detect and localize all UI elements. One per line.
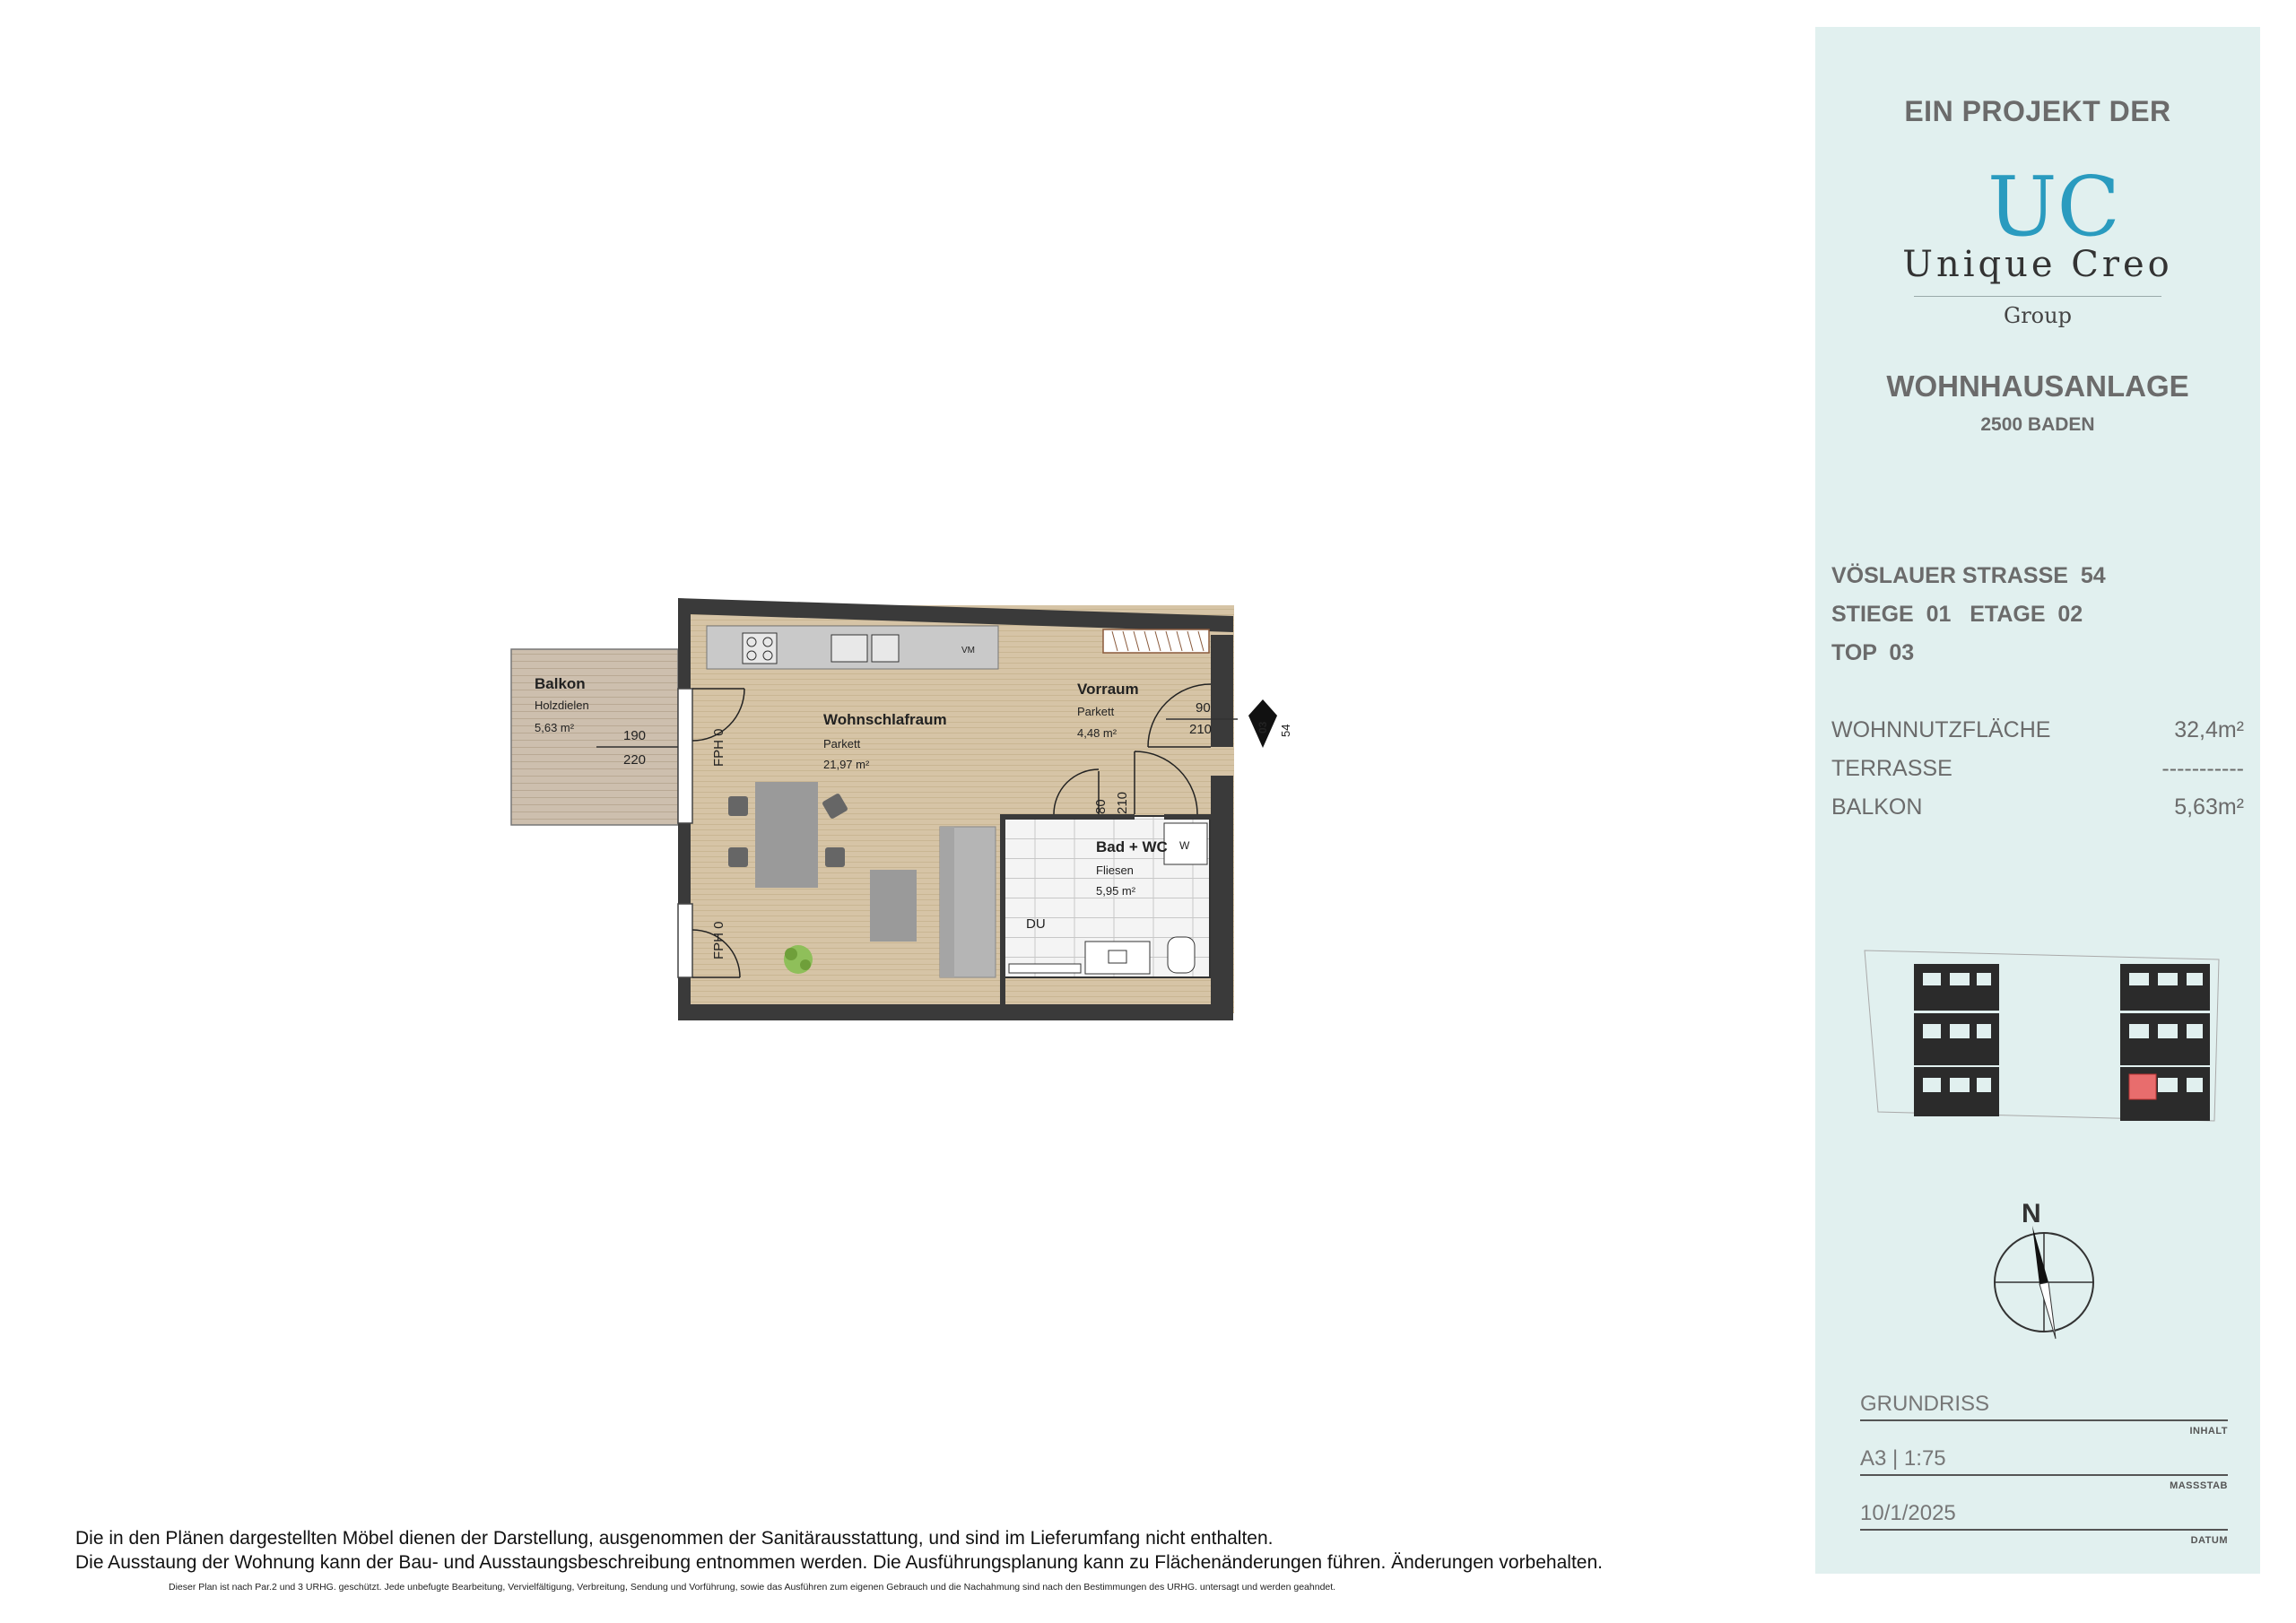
fph-label-1: FPH 0 <box>711 728 726 767</box>
meta-content <box>1860 1392 2228 1436</box>
compass-north-label: N <box>2022 1199 2041 1228</box>
meta-content-caption: INHALT <box>2189 1426 2228 1436</box>
copyright-notice: Dieser Plan ist nach Par.2 und 3 URHG. geschützt. Jede unbefugte Bearbeitung, Vervielfältigung, Verbreitung, Sendung und Vorführung, sowie das Ausführen zum eigenen Gebrauch und die Nachahmung sind nach den Bestimmungen des URHG. untersagt und werden geahndet. <box>169 1582 1336 1593</box>
area-label: WOHNNUTZFLÄCHE <box>1831 717 2051 742</box>
site-plan-drawing <box>1860 942 2228 1139</box>
disclaimer-notes <box>75 1526 1779 1575</box>
shower-label: DU <box>1026 916 1046 932</box>
area-row-wohnnutzflaeche <box>1831 717 2244 743</box>
kitchen-counter <box>707 626 998 669</box>
meta-date <box>1860 1501 2228 1546</box>
bad-area: 5,95 m² <box>1096 884 1136 898</box>
bath-door-width: 80 <box>1093 799 1109 814</box>
brand-name: Unique Creo <box>1902 244 2173 285</box>
meta-content-value: GRUNDRISS <box>1860 1392 2228 1421</box>
area-label: BALKON <box>1831 794 1923 820</box>
balcony-door-width: 190 <box>623 728 647 743</box>
brand-divider <box>1914 296 2161 297</box>
vorraum-name: Vorraum <box>1077 681 1139 698</box>
floor-plan <box>502 583 1309 1031</box>
area-value: ----------- <box>2161 756 2244 781</box>
bad-floor: Fliesen <box>1096 864 1134 877</box>
address-street: VÖSLAUER STRASSE 54 <box>1831 563 2106 588</box>
entry-door-width: 90 <box>1196 700 1211 716</box>
meta-scale-value: A3 | 1:75 <box>1860 1446 2228 1476</box>
unit-tag: 03 <box>1257 721 1269 733</box>
address-stair-floor: STIEGE 01 ETAGE 02 <box>1831 602 2083 627</box>
bath-door-height: 210 <box>1115 791 1130 814</box>
unit-tag-marker <box>1248 699 1292 748</box>
balcony-door-height: 220 <box>623 752 647 768</box>
floor-plan-drawing <box>502 583 1309 1031</box>
note-line-1: Die in den Plänen dargestellten Möbel dienen der Darstellung, ausgenommen der Sanitärausstattung, und sind im Lieferumfang nicht enthalten. <box>75 1528 1274 1549</box>
vorraum-floor: Parkett <box>1077 705 1115 718</box>
project-title: WOHNHAUSANLAGE <box>1886 369 2189 403</box>
area-label: TERRASSE <box>1831 756 1952 781</box>
info-panel <box>1815 27 2260 1574</box>
meta-date-value: 10/1/2025 <box>1860 1501 2228 1531</box>
wohnschlafraum-floor: Parkett <box>823 737 861 751</box>
highlighted-unit <box>2129 1074 2156 1099</box>
meta-scale-caption: MASSSTAB <box>2170 1480 2228 1491</box>
uc-logo-mark-icon <box>1984 159 2120 255</box>
address-top: TOP 03 <box>1831 640 1915 665</box>
balkon-floor: Holzdielen <box>535 699 589 712</box>
site-plan-thumbnail <box>1860 942 2228 1139</box>
unit-tag-2: 54 <box>1279 724 1292 737</box>
balkon-area: 5,63 m² <box>535 721 575 734</box>
washer-label: W <box>1179 839 1190 852</box>
wohnschlafraum-area: 21,97 m² <box>823 758 870 771</box>
project-eyebrow: EIN PROJEKT DER <box>1904 95 2171 127</box>
entry-door-height: 210 <box>1189 722 1213 737</box>
wardrobe <box>1103 629 1209 653</box>
area-value: 5,63m² <box>2174 794 2244 820</box>
north-compass-icon <box>1977 1179 2111 1336</box>
meta-date-caption: DATUM <box>2190 1535 2228 1546</box>
area-value: 32,4m² <box>2174 717 2244 742</box>
vorraum-area: 4,48 m² <box>1077 726 1118 740</box>
fph-label-2: FPH 0 <box>711 921 726 959</box>
vm-label: VM <box>961 646 975 655</box>
project-city: 2500 BADEN <box>1980 414 2095 435</box>
balkon-name: Balkon <box>535 675 586 692</box>
logo-monogram: UC <box>1987 159 2120 255</box>
area-row-balkon <box>1831 794 2244 820</box>
meta-scale <box>1860 1446 2228 1491</box>
bad-name: Bad + WC <box>1096 838 1168 855</box>
area-row-terrasse <box>1831 756 2244 782</box>
plant-icon <box>784 945 813 974</box>
wohnschlafraum-name: Wohnschlafraum <box>823 711 947 728</box>
note-line-2: Die Ausstaung der Wohnung kann der Bau- und Ausstaungsbeschreibung entnommen werden. Die Ausführungsplanung kann zu Flächenänderungen führen. Änderungen vorbehalten. <box>75 1552 1603 1573</box>
brand-subtitle: Group <box>2004 303 2072 328</box>
